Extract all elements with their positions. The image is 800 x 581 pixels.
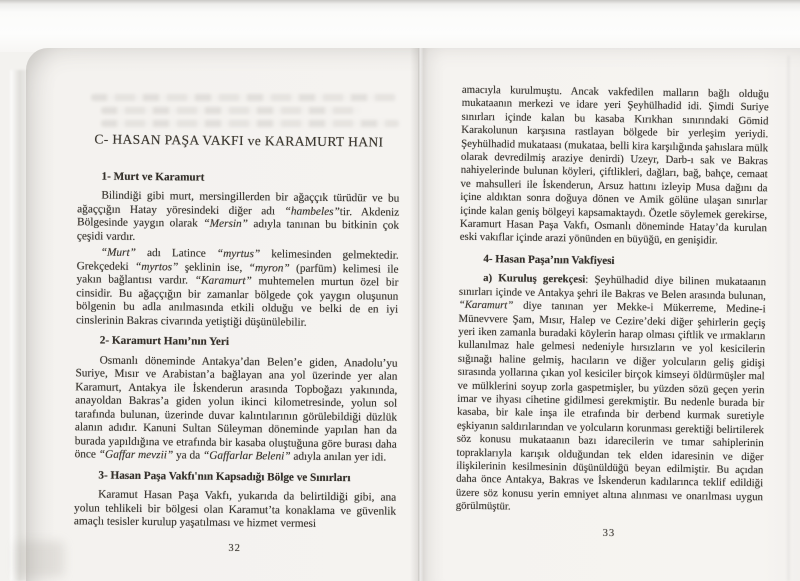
- italic-run: “myron”: [248, 261, 290, 275]
- paragraph: [76, 246, 399, 330]
- text-run: şeklinin ise,: [178, 260, 249, 274]
- paragraph: [75, 354, 398, 465]
- right-page-number: 33: [602, 527, 616, 539]
- text-run: kelimesinden gelmektedir. Grekçedeki: [76, 248, 399, 273]
- right-page-body: [456, 84, 769, 518]
- bleed-line: [91, 94, 396, 101]
- paragraph: [74, 488, 396, 532]
- italic-run: “Karamurt”: [194, 274, 252, 288]
- page-stack-edge-left: [10, 70, 28, 581]
- paragraph: [456, 272, 767, 518]
- text-run: Bilindiği gibi murt, mersingillerden bir ağaççık türüdür ve bu ağaççığın Hatay yöresindeki diğer adı: [77, 189, 400, 217]
- section-heading: 3- Hasan Paşa Vakfı'nın Kapsadığı Bölge ve Sınırları: [98, 469, 351, 484]
- bleed-line: [101, 120, 399, 127]
- bold-run: a) Kuruluş gerekçesi: [483, 272, 586, 286]
- page-edge-right: [787, 56, 790, 581]
- section-heading: 1- Murt ve Karamurt: [101, 170, 205, 184]
- text-run: : Şeyhülhadid diye bilinen mukataanın sınırları içinde ve Antakya şehri ile Bakras ve Belen arasında bulunan,: [458, 273, 767, 302]
- italic-run: “Gaffarlar Beleni”: [202, 449, 291, 463]
- paragraph: [460, 84, 769, 249]
- text-run: (parfüm) kelimesi ile yakın bağlantısı vardır.: [76, 262, 399, 287]
- scanner-background: [0, 0, 800, 52]
- text-run: adıyla anılan yer idi.: [290, 450, 387, 464]
- bleed-line: [101, 107, 360, 114]
- page-stack-corner-bottom-left: [16, 541, 64, 577]
- italic-run: “hambeles”: [284, 204, 340, 218]
- italic-run: “Murt”: [100, 246, 136, 259]
- italic-run: “myrtos”: [134, 260, 179, 273]
- italic-run: “Mersin”: [203, 217, 249, 231]
- book-spine-gutter: [410, 48, 428, 581]
- text-run: tir. Akdeniz Bölgesinde yaygın olarak: [77, 205, 400, 230]
- text-run: diye tanınan yer Mekke-i Mükerreme, Medine-i Münevvere Şam, Mısır, Halep ve Cezire’deki diğer şehirlerin geçiş yeri iken zamanla buradaki köylerin harap olması çiftlik ve ırmakların kullanılmaz hale gelmesi nedeniyle hırsızların ve yol kesicilerin sığınağı haline gelmiş, hacıların ve diğer yolcuların geliş gidişi sırasında yollarına çıkan yol kesiciler birçok kimseyi öldürmüşler mal ve mülklerini soyup zorla gaspetmişler, bu yüzden sözü geçen yerin imar ve ihyası cihetine gidilmesi gerekmiştir. Bu nedenle burada bir kasaba, bir kale inşa ile etrafında bir derbend kurmak suretiyle eşkiyanın saldırılarından ve yolcuların korunması gerektiği belirtilerek söz konusu mukataanın bazı idarecilerin ve tımar sahiplerinin topraklarıyla karışık olduğundan tek elden idaresinin ve diğer ilişkilerinin kesilmesinin düşünüldüğü beyan edilmiştir. Bu açıdan daha önce Antakya, Bakras ve İskenderun kadılarınca teklif edildiği üzere söz konusu yerin emniyet altına alınması ve onarılması uygun görülmüştür.: [455, 299, 766, 513]
- text-run: muhtemelen murtun özel bir cinsidir. Bu ağaççığın bir zamanlar bölgede çok yaygın oluşunun bölgenin bu adla anılmasında etkili olduğu ve belki de en iyi cinslerinin Bakras civarında yetiştiği düşünülebilir.: [75, 275, 399, 329]
- paragraph: [77, 189, 400, 246]
- chapter-title: C- HASAN PAŞA VAKFI ve KARAMURT HANI: [94, 131, 384, 150]
- italic-run: “Gaffar mevzii”: [98, 448, 174, 462]
- ink-bleed-through: [78, 88, 402, 133]
- section-heading: 4- Hasan Paşa’nın Vakfiyesi: [483, 252, 615, 267]
- left-page-number: 32: [228, 542, 241, 554]
- text-run: adıyla tanınan bu bitkinin çok çeşidi vardır.: [76, 218, 400, 243]
- italic-run: “myrtus”: [216, 247, 261, 261]
- text-run: Karamut Hasan Paşa Vakfı, yukarıda da belirtildiği gibi, ana yolun tehlikeli bir bölgesi olan Karamut’ta konaklama ve güvenlik amaçlı tesisler kurulup yaşatılması ve hizmet vermesi: [73, 488, 397, 530]
- italic-run: “Karamurt”: [458, 298, 514, 312]
- right-page-text: [455, 84, 769, 543]
- text-run: Osmanlı döneminde Antakya’dan Belen’e giden, Anadolu’yu Suriye, Mısır ve Arabistan’a bağlayan ana yol üzerinde yer alan Karamurt, Antakya ile İskenderun arasında Topboğazı yakınında, anayoldan Bakras’a giden yolun ikinci kilometresinde, yolun sol tarafında bulunan, üzerinde duvar kalıntılarının görülebildiği düzlük alanın adıdır. Kanuni Sultan Süleyman döneminde yapılan han da burada yapıldığına ve etrafında bir kasaba oluştuğuna göre burası daha önce: [74, 354, 398, 461]
- left-page-body: [74, 170, 400, 532]
- left-page-text: [74, 132, 400, 556]
- text-run: ya da: [173, 449, 204, 462]
- text-run: amacıyla kurulmuştu. Ancak vakfedilen malların bağlı olduğu mukataanın merkezi ve idare yeri Şeyhülhadid idi. Şimdi Suriye sınırları içinde kalan bu kasaba Kırıkhan sınırındaki Gömid Karakolunun karşısına rastlayan bölgede bir yerleşim yeriydi. Şeyhülhadid mukataası (mukataa, belli kira karşılığında şahıslara mülk olarak devredilmiş araziye denirdi) Uzeyr, Darb-ı sak ve Bakras nahiyelerinde bulunan köyleri, çiftlikleri, dağları, bağ, bahçe, cemaat ve mahsulleri ile İskenderun, Arsuz hattını izleyip Musa dağını da içine aldıktan sonra doğuya dönen ve Amik gölüne ulaşan sınırlar içinde kalan geniş bölgeyi kapsamaktaydı. Özetle söylemek gerekirse, Karamurt Hasan Paşa Vakfı, Osmanlı döneminde Hatay’da kurulan eski vakıflar içinde arazi yönünden en büyüğü, en genişidir.: [459, 83, 769, 247]
- text-run: adı Latince: [135, 246, 217, 260]
- section-heading: 2- Karamurt Hanı’nın Yeri: [99, 334, 230, 348]
